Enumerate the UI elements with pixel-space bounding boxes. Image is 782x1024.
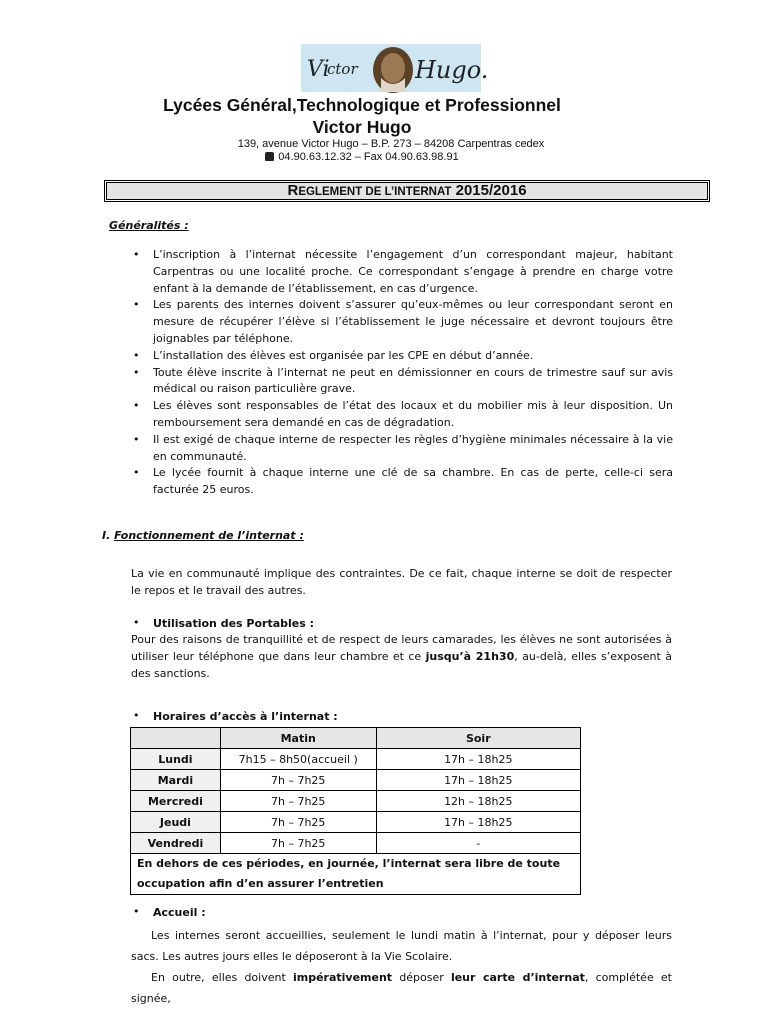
banner-apostrophe: ’ xyxy=(390,186,395,198)
table-row xyxy=(131,833,581,854)
matin-cell: 7h – 7h25 xyxy=(220,791,376,812)
phone-icon xyxy=(265,152,274,161)
accueil-p2-b: impérativement xyxy=(292,971,393,984)
day-cell: Mardi xyxy=(131,770,221,791)
banner-eglement: EGLEMENT DE L xyxy=(298,186,391,198)
accueil-p2-a: En outre, elles doivent xyxy=(151,971,293,984)
list-item: • L’inscription à l’internat nécessite l’engagement d’un correspondant majeur, habitant Carpentras ou une localité proche. Ce correspondant s’engage à prendre en charge votre enfant à la demande de l’établissement, en cas d’urgence. xyxy=(131,247,673,297)
table-row xyxy=(131,770,581,791)
svg-text:ctor: ctor xyxy=(327,60,358,78)
accueil-title: Accueil : xyxy=(153,906,206,919)
document-title-banner xyxy=(104,180,710,202)
portables-time: jusqu’à 21h30 xyxy=(425,649,515,663)
list-item: • L’installation des élèves est organisée par les CPE en début d’année. xyxy=(131,348,673,365)
logo-image xyxy=(301,44,489,92)
school-name-line1: Lycées Général,Technologique et Professionnel xyxy=(163,95,561,115)
horaires-table xyxy=(130,727,581,895)
portables-title: Utilisation des Portables : xyxy=(153,617,315,630)
table-header-row xyxy=(131,728,581,749)
horaires-title: Horaires d’accès à l’internat : xyxy=(153,710,338,723)
table-row xyxy=(131,791,581,812)
portables-text-b: , au-delà, elles s’exposent à des sanctions. xyxy=(131,649,672,680)
soir-cell: 12h – 18h25 xyxy=(376,791,580,812)
accueil-p1: Les internes seront accueillies, seulement le lundi matin à l’internat, pour y déposer leurs sacs. Les autres jours elles le déposeront à la Vie Scolaire. xyxy=(131,929,672,963)
banner-year: 2015/2016 xyxy=(455,182,527,199)
table-row xyxy=(131,749,581,770)
note-line-1: En dehors de ces périodes, en journée, l’internat sera libre de toute xyxy=(137,857,561,870)
table-note-row xyxy=(131,854,581,895)
matin-cell: 7h – 7h25 xyxy=(220,812,376,833)
list-item: • Les élèves sont responsables de l’état des locaux et du mobilier mis à leur disposition. Un remboursement sera demandé en cas de dégradation. xyxy=(131,398,673,432)
banner-r: R xyxy=(287,182,299,199)
soir-cell: 17h – 18h25 xyxy=(376,812,580,833)
matin-cell: 7h – 7h25 xyxy=(220,833,376,854)
section-1-intro: La vie en communauté implique des contraintes. De ce fait, chaque interne se doit de respecter le repos et le travail des autres. xyxy=(131,567,672,597)
svg-text:Hugo.: Hugo. xyxy=(415,56,489,84)
school-logo xyxy=(301,44,489,92)
bullet: • xyxy=(133,709,140,722)
header-soir: Soir xyxy=(376,728,580,749)
bullet: • xyxy=(133,616,140,629)
list-item: • Toute élève inscrite à l’internat ne peut en démissionner en cours de trimestre sauf sur avis médical ou raison particulière grave. xyxy=(131,365,673,399)
section-1-number: I. xyxy=(102,529,111,542)
accueil-p2-e: , complétée et signée, xyxy=(131,971,672,1005)
matin-cell: 7h – 7h25 xyxy=(220,770,376,791)
section-1-title: Fonctionnement de l’internat : xyxy=(114,529,304,542)
header-empty xyxy=(131,728,221,749)
table-note xyxy=(131,854,581,895)
generalites-list xyxy=(131,247,673,499)
day-cell: Lundi xyxy=(131,749,221,770)
list-item: • Les parents des internes doivent s’assurer qu’eux-mêmes ou leur correspondant seront en mesure de récupérer l’élève si l’établissement le juge nécessaire et devront toujours être joignables par téléphone. xyxy=(131,297,673,347)
list-item: • Le lycée fournit à chaque interne une clé de sa chambre. En cas de perte, celle-ci sera facturée 25 euros. xyxy=(131,465,673,499)
svg-text:Vi: Vi xyxy=(307,57,330,82)
accueil-p2 xyxy=(131,967,672,1009)
soir-cell: 17h – 18h25 xyxy=(376,749,580,770)
list-item: • Il est exigé de chaque interne de respecter les règles d’hygiène minimales nécessaire à la vie en communauté. xyxy=(131,432,673,466)
matin-cell: 7h15 – 8h50(accueil ) xyxy=(220,749,376,770)
school-address: 139, avenue Victor Hugo – B.P. 273 – 84208 Carpentras cedex xyxy=(237,138,545,150)
soir-cell: 17h – 18h25 xyxy=(376,770,580,791)
note-line-2: occupation afin d’en assurer l’entretien xyxy=(137,877,384,890)
accueil-p2-d: leur carte d’internat xyxy=(450,971,585,984)
school-name-line2: Victor Hugo xyxy=(312,117,412,137)
banner-internat: INTERNAT xyxy=(394,186,452,198)
day-cell: Jeudi xyxy=(131,812,221,833)
soir-cell: - xyxy=(376,833,580,854)
day-cell: Vendredi xyxy=(131,833,221,854)
table-row xyxy=(131,812,581,833)
school-contact xyxy=(0,151,724,163)
portables-text-a: Pour des raisons de tranquillité et de respect de leurs camarades, les élèves ne sont autorisées à utiliser leur téléphone que dans leur chambre et ce xyxy=(131,633,672,663)
day-cell: Mercredi xyxy=(131,791,221,812)
bullet: • xyxy=(133,905,140,918)
portables-text xyxy=(131,632,672,682)
phone-fax: 04.90.63.12.32 – Fax 04.90.63.98.91 xyxy=(278,151,459,163)
generalites-heading: Généralités : xyxy=(109,219,189,232)
header-matin: Matin xyxy=(220,728,376,749)
accueil-p2-c: déposer xyxy=(392,971,451,984)
section-1-heading xyxy=(102,529,304,542)
